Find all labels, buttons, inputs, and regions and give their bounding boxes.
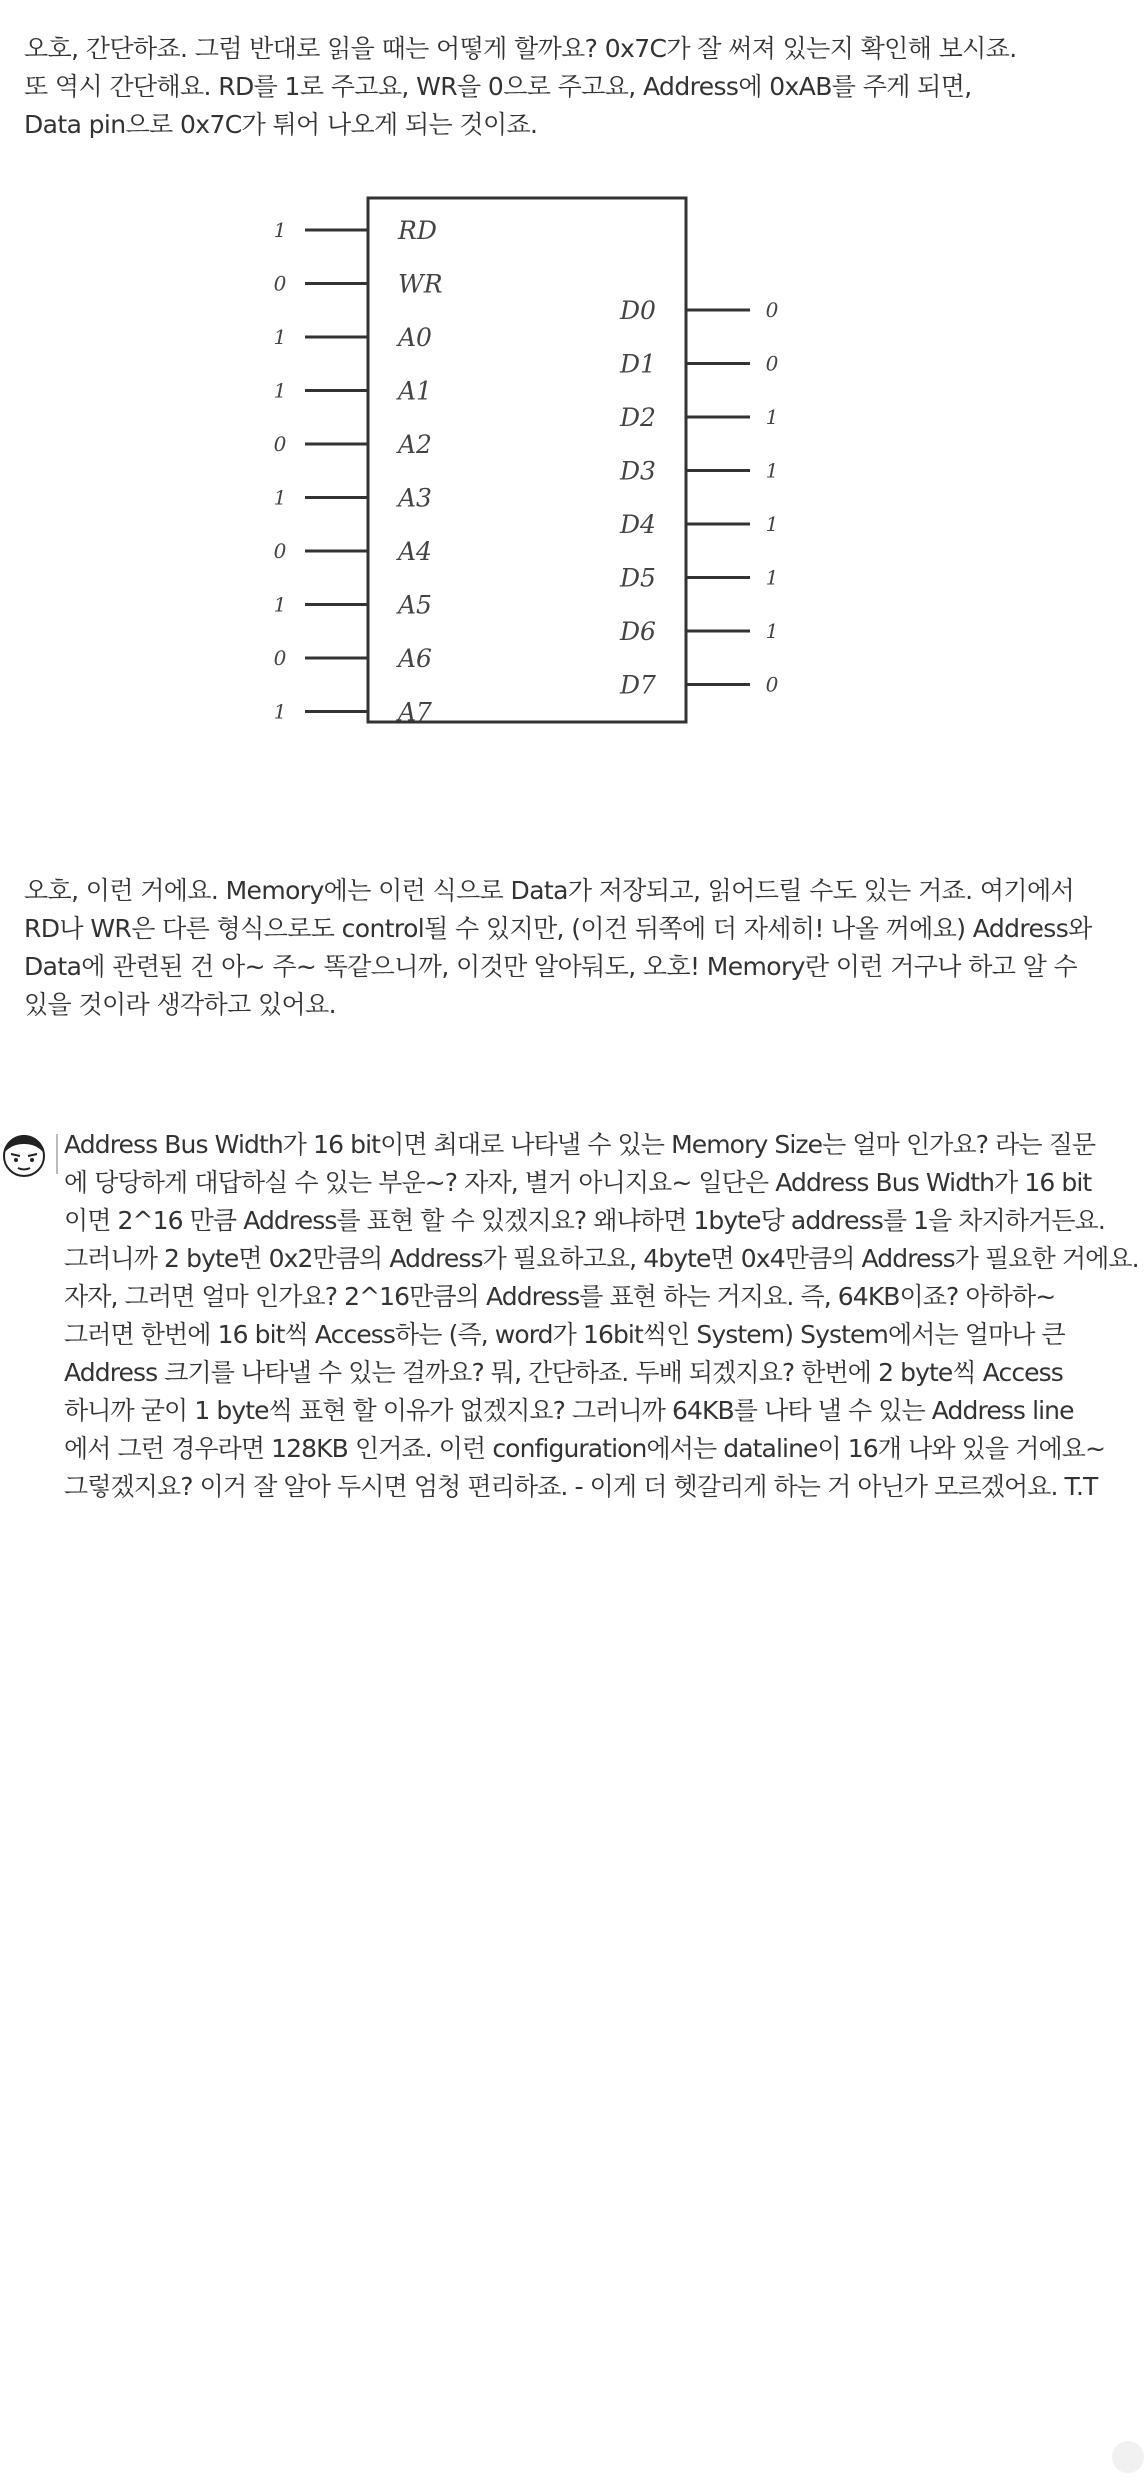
right-pin-label: D6 <box>620 617 656 646</box>
note-line: 자자, 그러면 얼마 인가요? 2^16만큼의 Address를 표현 하는 거지요. 즉, 64KB이죠? 아하하~ <box>64 1282 1056 1311</box>
note-line: 이면 2^16 만큼 Address를 표현 할 수 있겠지요? 왜냐하면 1byte당 address를 1을 차지하거든요. <box>64 1206 1105 1235</box>
intro-line: 오호, 간단하죠. 그럼 반대로 읽을 때는 어떻게 할까요? 0x7C가 잘 써져 있는지 확인해 보시죠. <box>24 34 1017 63</box>
note-line: 에 당당하게 대답하실 수 있는 부운~? 자자, 별거 아니지요~ 일단은 Address Bus Width가 16 bit <box>64 1168 1092 1197</box>
intro-line: 또 역시 간단해요. RD를 1로 주고요, WR을 0으로 주고요, Address에 0xAB를 주게 되면, <box>24 72 972 101</box>
left-pin-label: A5 <box>398 590 432 620</box>
note-divider <box>56 1134 58 1174</box>
left-pin-value: 1 <box>273 325 287 349</box>
left-pin-label: A7 <box>398 697 432 727</box>
right-pin-value: 0 <box>765 672 779 697</box>
left-pin-value: 0 <box>273 646 287 670</box>
summary-line: Data에 관련된 건 아~ 주~ 똑같으니까, 이것만 알아둬도, 오호! Memory란 이런 거구나 하고 알 수 <box>24 952 1078 981</box>
left-pin-value: 0 <box>273 271 287 296</box>
left-pin-value: 0 <box>273 539 287 563</box>
scroll-to-top-button[interactable] <box>1112 2441 1144 2473</box>
left-pin-label: A0 <box>398 323 432 352</box>
right-pin-value: 0 <box>765 351 779 376</box>
summary-line: 있을 것이라 생각하고 있어요. <box>24 990 336 1019</box>
left-pin-label: RD <box>398 216 437 245</box>
note-line: 에서 그런 경우라면 128KB 인거죠. 이런 configuration에서는 dataline이 16개 나와 있을 거에요~ <box>64 1434 1105 1463</box>
left-pin-label: A2 <box>398 430 432 459</box>
left-pin-value: 1 <box>273 699 287 724</box>
left-pin-label: A1 <box>398 376 432 406</box>
left-pin-label: A3 <box>398 483 432 513</box>
right-pins <box>619 296 779 700</box>
right-pin-value: 1 <box>765 512 779 536</box>
summary-paragraph <box>24 872 1124 1024</box>
note-line: 그러니까 2 byte면 0x2만큼의 Address가 필요하고요, 4byte면 0x4만큼의 Address가 필요한 거에요. <box>64 1244 1139 1273</box>
note-box <box>0 1126 1148 1526</box>
memory-chip-diagram <box>250 180 810 740</box>
note-line: 하니까 굳이 1 byte씩 표현 할 이유가 없겠지요? 그러니까 64KB를 나타 낼 수 있는 Address line <box>64 1396 1074 1425</box>
avatar-icon <box>0 1130 48 1178</box>
right-pin-value: 1 <box>765 565 779 590</box>
left-pin-value: 1 <box>273 485 287 510</box>
right-pin-value: 0 <box>765 298 779 322</box>
summary-line: 오호, 이런 거에요. Memory에는 이런 식으로 Data가 저장되고, 읽어드릴 수도 있는 거죠. 여기에서 <box>24 876 1075 905</box>
left-pin-value: 0 <box>273 432 287 456</box>
right-pin-label: D7 <box>620 670 656 700</box>
right-pin-label: D3 <box>620 456 656 486</box>
right-pin-value: 1 <box>765 619 779 643</box>
left-pin-label: WR <box>398 269 443 299</box>
right-pin-value: 1 <box>765 405 779 429</box>
left-pin-value: 1 <box>273 592 287 617</box>
summary-line: RD나 WR은 다른 형식으로도 control될 수 있지만, (이건 뒤쪽에 더 자세히! 나올 꺼에요) Address와 <box>24 914 1092 943</box>
note-line: Address Bus Width가 16 bit이면 최대로 나타낼 수 있는 Memory Size는 얼마 인가요? 라는 질문 <box>64 1130 1096 1159</box>
left-pin-value: 1 <box>273 218 287 242</box>
left-pins <box>274 216 443 727</box>
right-pin-value: 1 <box>765 458 779 483</box>
right-pin-label: D2 <box>620 403 656 432</box>
left-pin-value: 1 <box>273 378 287 403</box>
right-pin-label: D1 <box>620 349 656 379</box>
note-text <box>64 1126 1144 1506</box>
left-pin-label: A6 <box>398 644 432 673</box>
right-pin-label: D5 <box>620 563 656 593</box>
intro-paragraph <box>24 30 1124 144</box>
note-line: Address 크기를 나타낼 수 있는 걸까요? 뭐, 간단하죠. 두배 되겠지요? 한번에 2 byte씩 Access <box>64 1358 1063 1387</box>
left-pin-label: A4 <box>398 537 432 566</box>
note-line: 그러면 한번에 16 bit씩 Access하는 (즉, word가 16bit씩인 System) System에서는 얼마나 큰 <box>64 1320 1065 1349</box>
right-pin-label: D4 <box>620 510 656 539</box>
intro-line: Data pin으로 0x7C가 튀어 나오게 되는 것이죠. <box>24 110 538 139</box>
note-line: 그렇겠지요? 이거 잘 알아 두시면 엄청 편리하죠. - 이게 더 헷갈리게 하는 거 아닌가 모르겠어요. T.T <box>64 1472 1098 1501</box>
right-pin-label: D0 <box>620 296 656 325</box>
